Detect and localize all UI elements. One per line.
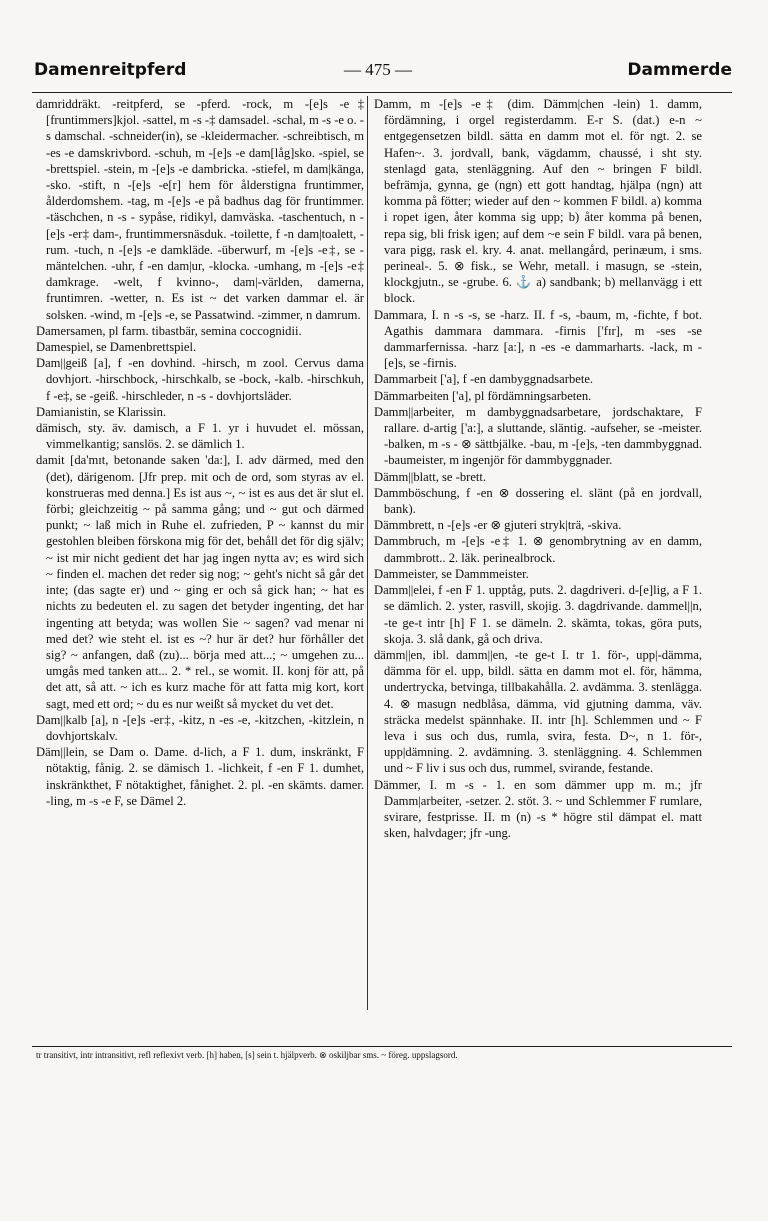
entry: dämisch, sty. äv. damisch, a F 1. yr i huvudet el. mössan, vimmelkantig; sanslös. 2. se dämlich 1.	[36, 421, 364, 452]
entry: Damm, m -[e]s -e‡ (dim. Dämm|chen -lein) 1. damm, fördämning, i orgel registerdamm. E-r S. (dat.) e-n ~ entgegensetzen bildl. sätta en damm mot el. för ngt. 2. se Hafen~. 3. jordvall, bank, vägdamm, chaussé, i sht sty. stenlagd gata, stenläggning. Auf den ~ bringen F bildl. befrämja, gynna, ge (ngn) ett gott handtag, hjälpa (ngn) att komma på fötter; wieder auf den ~ kommen F bildl. a) komma i ropet igen, åter komma sig upp; b) åter komma på benen, repa sig, bli frisk igen; auf dem ~e sein F bildl. vara på benen, vara pigg, rask el. kry. 4. anat. mellangård, perinæum, i sms. perineal-. 5. ⊗ fisk., se Wehr, metall. i masugn, se -stein, klockgjutn., se -grube. 6. ⚓ a) sandbank; b) mellanvägg i ett block.	[374, 97, 702, 306]
entry: Damersamen, pl farm. tibastbär, semina coccognidii.	[36, 323, 302, 338]
entry: Dämm||blatt, se -brett.	[374, 469, 487, 484]
left-column	[36, 96, 364, 1016]
entry: Damianistin, se Klarissin.	[36, 404, 167, 419]
entry: Damespiel, se Damenbrettspiel.	[36, 340, 197, 355]
header-last-headword: Dammerde	[627, 60, 732, 80]
entry: damit [da'mɪt, betonande saken 'da:], I. adv därmed, med den (det), därigenom. [Jfr prep. mit och de ord, som styras av el. konstrueras med denna.] Es ist aus ~, ~ ist es aus det är slut el. förbi; gleichzeitig ~ på samma gång; und ~ gut och därmed punkt; ~ laß mich in Ruhe el. zufrieden, P ~ kannst du mir gestohlen bleiben förskona mig för det, behåll det för dig själv; ~ ist mir nicht gedient det har jag ingen nytta av; es wird sich ~ finden el. machen det reder sig nog; ~ geht's nicht så går det inte; (das sagte er) und ~ ging er och så gick han; ~ hat es nichts zu bedeuten el. zu sagen det betyder ingenting, det har ingenting att betyda; was wollen Sie ~ sagen? vad menar ni med det? wie steht el. ist es ~? hur är det? hur förhåller det sig? ~ anfangen, daß (zu)... börja med att...; ~ umgehen zu... umgås med tanken att... 2. * rel., se womit. II. konj för att, på det att, så att. ~ ich es kurz mache för att fatta mig kort, kort sagt, med ett ord; ~ du es nur weißt så mycket du vet det.	[36, 453, 364, 711]
entry: Dammara, I. n -s -s, se -harz. II. f -s, -baum, m, -fichte, f bot. Agathis dammara dammara. -firnis ['fɪr], m -ses -se dammarfernissa. -harz [a:], n -es -e dammarharts. -lack, m -[e]s, se -firnis.	[374, 307, 702, 371]
abbreviation-legend: tr transitivt, intr intransitivt, refl reflexivt verb. [h] haben, [s] sein t. hjälpverb. ⊗ oskiljbar sms. ~ föreg. uppslagsord.	[36, 1050, 458, 1060]
entry: Dämmer, I. m -s - 1. en som dämmer upp m. m.; jfr Damm|arbeiter, -setzer. 2. stöt. 3. ~ und Schlemmer F rumlare, svirare, festprisse. II. m (n) -s * högre stil dämpat el. matt sken, halvdager; jfr -ung.	[374, 777, 702, 841]
entry: Dämmarbeiten ['a], pl fördämningsarbeten.	[374, 388, 592, 403]
column-divider	[367, 96, 368, 1010]
entry: Däm||lein, se Dam o. Dame. d-lich, a F 1. dum, inskränkt, F nötaktig, fånig. 2. se dämisch 1. -lichkeit, f -en F 1. dumhet, inskränkthet, F nötaktighet, fånighet. 2. pl. -en skämts. damer. -ling, m -s -e F, se Dämel 2.	[36, 745, 364, 808]
entry: Dam||kalb [a], n -[e]s -er‡, -kitz, n -es -e, -kitzchen, -kitzlein, n dovhjortskalv.	[36, 712, 364, 743]
page-header	[32, 56, 732, 93]
page-number: — 475 —	[344, 60, 412, 79]
right-column	[374, 96, 702, 1016]
entry: Damm||arbeiter, m dambyggnadsarbetare, jordschaktare, F rallare. d-artig ['a:], a sluttande, släntig. -aufseher, se -meister. -balken, m -s - ⊗ sättbjälke. -bau, m -[e]s, -ten dammbyggnad. -baumeister, m ingenjör för dammbyggnader.	[374, 404, 702, 468]
entry: dämm||en, ibl. damm||en, -te ge-t I. tr 1. för-, upp|-dämma, dämma för el. upp, bildl. sätta en damm mot el. för, hämma, undertrycka, betvinga, tillbakahålla. 2. avdämma. 3. stenlägga. 4. ⊗ masugn nedblåsa, dämma, vid gjutning damma, väv. sträcka medelst spännhake. II. intr [h]. Schlemmen und ~ F leva i sus och dus, rumla, svira, festa. D~, n 1. för-, upp|dämning. 2. avdämning. 3. stenläggning. 4. Schlemmen und ~ F liv i sus och dus, rummel, svirande, festande.	[374, 647, 702, 776]
entry: Dammarbeit ['a], f -en dambyggnadsarbete.	[374, 372, 594, 387]
entry: Dam||geiß [a], f -en dovhind. -hirsch, m zool. Cervus dama dovhjort. -hirschbock, -hirschkalb, se -bock, -kalb. -hirschkuh, f -e‡, se -geiß. -hirschleder, n -s - dovhjortsläder.	[36, 356, 364, 403]
entry: Dammböschung, f -en ⊗ dossering el. slänt (på en jordvall, bank).	[374, 485, 702, 517]
entry: Dammeister, se Dammmeister.	[374, 566, 529, 581]
footer-rule	[32, 1046, 732, 1047]
entry: Dammbruch, m -[e]s -e‡ 1. ⊗ genombrytning av en damm, dammbrott.. 2. läk. perinealbrock.	[374, 534, 702, 565]
entry: Dämmbrett, n -[e]s -er ⊗ gjuteri stryk|trä, -skiva.	[374, 518, 622, 533]
header-first-headword: Damenreitpferd	[34, 60, 187, 80]
entry: Damm||elei, f -en F 1. upptåg, puts. 2. dagdriveri. d-[e]lig, a F 1. se dämlich. 2. yster, rasvill, skojig. 3. dagdrivande. dammel||n, -te ge-t intr [h] F 1. se dämeln. 2. skämta, tokas, göra puts, skoja. 3. slå dank, gå och driva.	[374, 583, 702, 646]
entry: damriddräkt. -reitpferd, se -pferd. -rock, m -[e]s -e‡ [fruntimmers]kjol. -sattel, m -s -‡ damsadel. -schal, m -s -e o. -s damschal. -schneider(in), se -kleidermacher. -schreibtisch, m -es -e damskrivbord. -schuh, m -[e]s -e dam[låg]sko. -spiel, se -brettspiel. -stein, m -[e]s -e dambricka. -stiefel, m dam|känga, -sko. -stift, n -[e]s -e[r] hem för ålderstigna fruntimmer, ålderdomshem. -tag, m -[e]s -e på badhus dag för fruntimmer. -täschchen, n -s - sypåse, ridikyl, damväska. -taschentuch, n -[e]s -er‡ dam-, fruntimmersnäsduk. -toilette, f -n dam|toalett, -rum. -tuch, n -[e]s -e damkläde. -überwurf, m -[e]s -e‡, se -mäntelchen. -uhr, f -en dam|ur, -klocka. -umhang, m -[e]s -e‡ damkrage. -welt, f kvinno-, dam|-världen, damerna, fruntimren. -wetter, n. Es ist ~ det varken dammar el. är solsken. -wind, m -[e]s -e, se Passatwind. -zimmer, n damrum.	[36, 97, 364, 322]
